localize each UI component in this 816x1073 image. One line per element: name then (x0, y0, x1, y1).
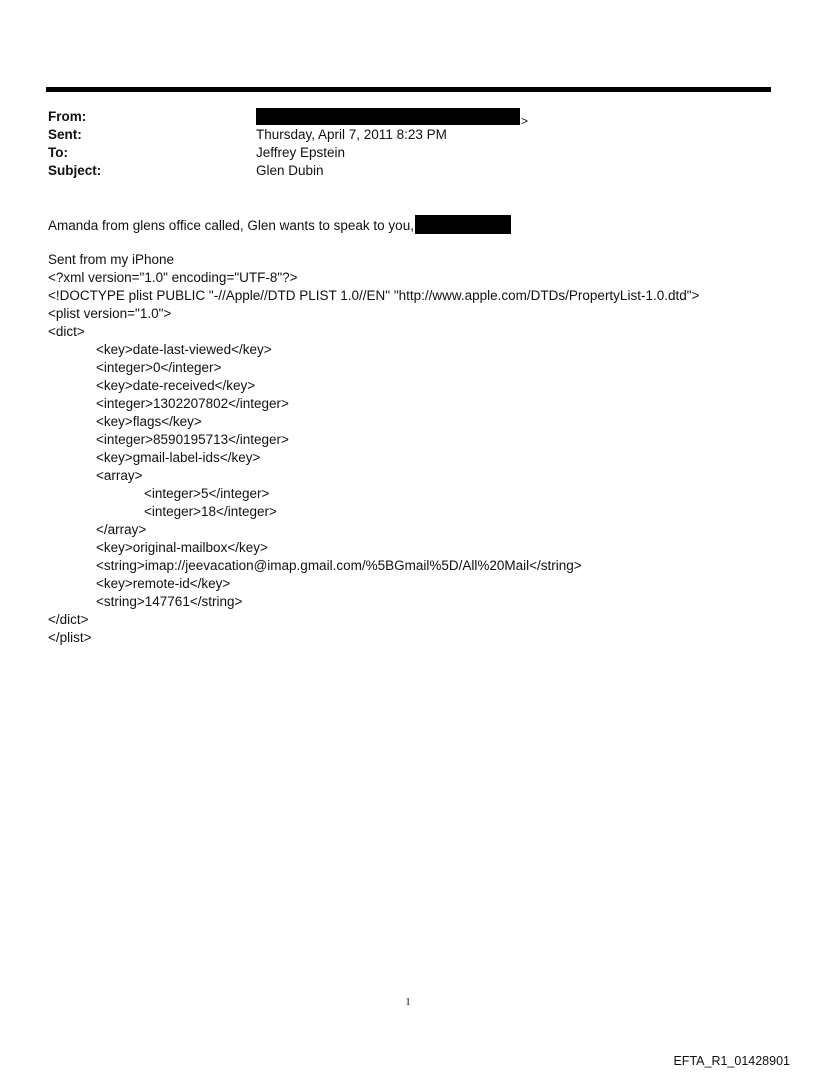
to-label: To: (48, 145, 68, 160)
email-body (48, 215, 768, 647)
plist-line: </plist> (48, 630, 92, 645)
message-text: Amanda from glens office called, Glen wants to speak to you, (48, 218, 414, 233)
plist-line: <dict> (48, 324, 85, 339)
plist-line: <key>flags</key> (96, 414, 202, 429)
plist-line: <integer>18</integer> (144, 504, 277, 519)
email-header (48, 108, 748, 180)
plist-line: <key>date-last-viewed</key> (96, 342, 272, 357)
plist-line: <?xml version="1.0" encoding="UTF-8"?> (48, 270, 298, 285)
plist-line: <integer>5</integer> (144, 486, 270, 501)
document-id: EFTA_R1_01428901 (673, 1054, 790, 1068)
plist-block (48, 269, 768, 647)
plist-line: <array> (96, 468, 143, 483)
blank-line (48, 233, 768, 251)
plist-line: <integer>8590195713</integer> (96, 432, 289, 447)
plist-line: <!DOCTYPE plist PUBLIC "-//Apple//DTD PLIST 1.0//EN" "http://www.apple.com/DTDs/PropertyList-1.0.dtd"> (48, 288, 700, 303)
sent-value: Thursday, April 7, 2011 8:23 PM (256, 127, 447, 142)
header-divider-rule (46, 87, 771, 92)
subject-value: Glen Dubin (256, 163, 324, 178)
sent-label: Sent: (48, 127, 82, 142)
from-row (48, 108, 748, 126)
from-value-suffix: > (521, 114, 529, 128)
to-row (48, 144, 748, 162)
to-value: Jeffrey Epstein (256, 145, 346, 160)
plist-line: <key>date-received</key> (96, 378, 256, 393)
message-line (48, 215, 768, 233)
subject-label: Subject: (48, 163, 102, 178)
plist-line: <integer>0</integer> (96, 360, 222, 375)
subject-row (48, 162, 748, 180)
page-number: 1 (405, 996, 411, 1008)
plist-line: <integer>1302207802</integer> (96, 396, 289, 411)
plist-line: <string>imap://jeevacation@imap.gmail.com/%5BGmail%5D/All%20Mail</string> (96, 558, 582, 573)
plist-line: <string>147761</string> (96, 594, 243, 609)
redaction-block (415, 215, 511, 234)
redaction-block (256, 108, 520, 125)
sent-row (48, 126, 748, 144)
plist-line: </array> (96, 522, 147, 537)
plist-line: <key>original-mailbox</key> (96, 540, 268, 555)
from-label: From: (48, 109, 87, 124)
plist-line: <key>gmail-label-ids</key> (96, 450, 261, 465)
plist-line: <key>remote-id</key> (96, 576, 231, 591)
plist-line: <plist version="1.0"> (48, 306, 172, 321)
plist-line: </dict> (48, 612, 89, 627)
signature-line: Sent from my iPhone (48, 252, 175, 267)
